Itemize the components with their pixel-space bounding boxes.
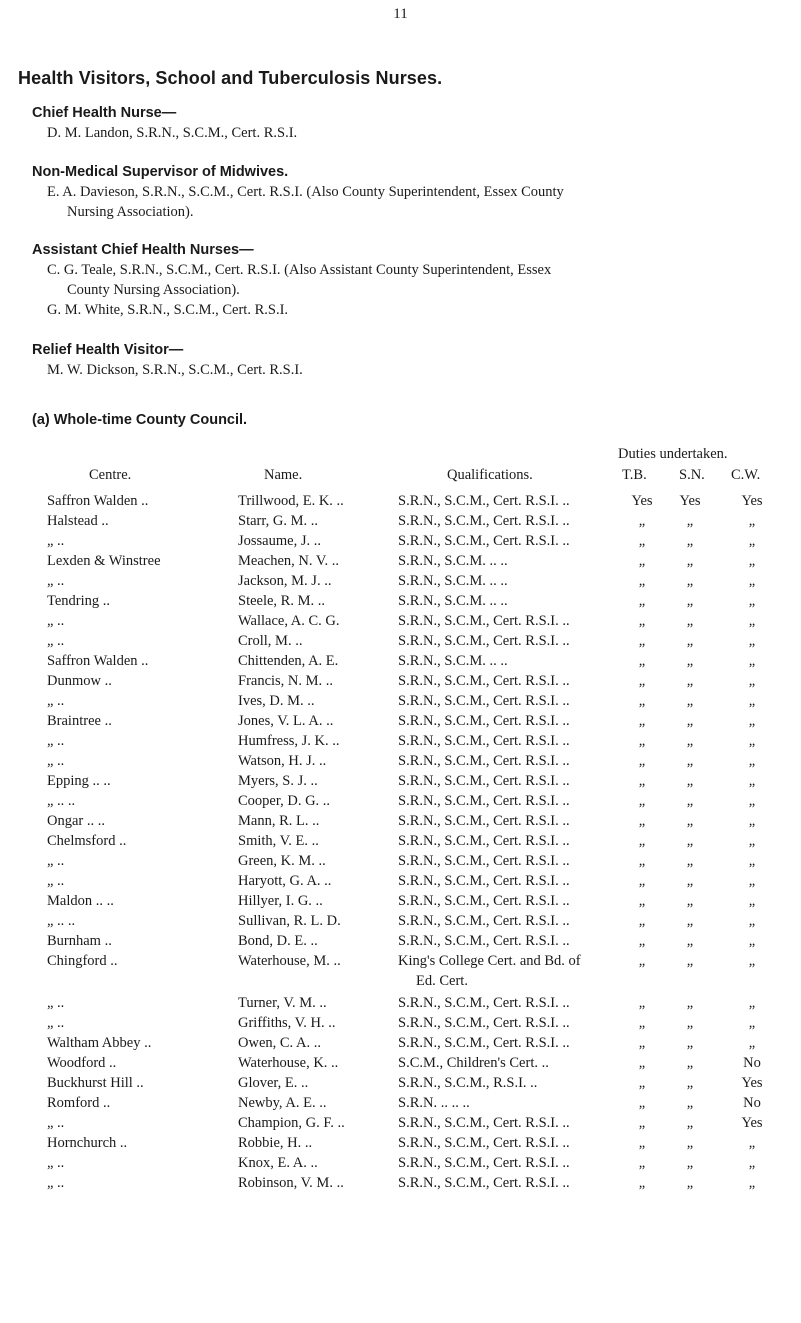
cell-cw: „ [748, 953, 756, 969]
cell-sn: „ [686, 1035, 694, 1051]
cell-name: Chittenden, A. E. [238, 653, 339, 669]
cell-cw: „ [748, 653, 756, 669]
cell-sn: „ [686, 553, 694, 569]
cell-sn: Yes [679, 493, 701, 509]
qualifications-line: S.R.N. .. .. .. [398, 1095, 470, 1111]
cell-tb: „ [638, 833, 646, 849]
table-row [0, 491, 801, 511]
column-header-sn: S.N. [679, 467, 705, 483]
cell-sn: „ [686, 833, 694, 849]
cell-tb: „ [638, 533, 646, 549]
table-row [0, 931, 801, 951]
cell-name: Humfress, J. K. .. [238, 733, 340, 749]
cell-sn: „ [686, 953, 694, 969]
qualifications-line: S.R.N., S.C.M., Cert. R.S.I. .. [398, 713, 570, 729]
qualifications-line: S.R.N., S.C.M., Cert. R.S.I. .. [398, 513, 570, 529]
cell-tb: Yes [631, 493, 653, 509]
cell-centre: Tendring .. [47, 593, 111, 609]
cell-tb: „ [638, 1155, 646, 1171]
cell-name: Steele, R. M. .. [238, 593, 325, 609]
cell-sn: „ [686, 1075, 694, 1091]
table-row [0, 731, 801, 751]
cell-cw: „ [748, 1135, 756, 1151]
table-row [0, 1073, 801, 1093]
cell-centre: Lexden & Winstree [47, 553, 161, 569]
cell-name: Champion, G. F. .. [238, 1115, 345, 1131]
cell-cw: „ [748, 613, 756, 629]
cell-tb: „ [638, 613, 646, 629]
cell-name: Glover, E. .. [238, 1075, 309, 1091]
cell-tb: „ [638, 1095, 646, 1111]
qualifications-line: S.R.N., S.C.M. .. .. [398, 593, 508, 609]
cell-name: Cooper, D. G. .. [238, 793, 331, 809]
qualifications-line: S.R.N., S.C.M., Cert. R.S.I. .. [398, 1155, 570, 1171]
table-row [0, 1093, 801, 1113]
table-row [0, 551, 801, 571]
table-row [0, 571, 801, 591]
cell-centre: „ .. [47, 573, 65, 589]
cell-name: Wallace, A. C. G. [238, 613, 340, 629]
qualifications-line: S.R.N., S.C.M., Cert. R.S.I. .. [398, 753, 570, 769]
cell-name: Knox, E. A. .. [238, 1155, 318, 1171]
cell-sn: „ [686, 913, 694, 929]
cell-name: Sullivan, R. L. D. [238, 913, 341, 929]
qualifications-line: S.R.N., S.C.M., Cert. R.S.I. .. [398, 1115, 570, 1131]
table-row [0, 1013, 801, 1033]
cell-cw: „ [748, 893, 756, 909]
cell-cw: „ [748, 533, 756, 549]
qualifications-line: S.R.N., S.C.M., Cert. R.S.I. .. [398, 933, 570, 949]
qualifications-line: S.R.N., S.C.M., Cert. R.S.I. .. [398, 995, 570, 1011]
cell-name: Meachen, N. V. .. [238, 553, 339, 569]
cell-tb: „ [638, 733, 646, 749]
qualifications-line: S.R.N., S.C.M., Cert. R.S.I. .. [398, 1175, 570, 1191]
table-row [0, 1113, 801, 1133]
cell-tb: „ [638, 753, 646, 769]
cell-centre: Dunmow .. [47, 673, 112, 689]
cell-cw: „ [748, 513, 756, 529]
cell-tb: „ [638, 673, 646, 689]
cell-tb: „ [638, 713, 646, 729]
table-row [0, 1033, 801, 1053]
cell-cw: „ [748, 553, 756, 569]
cell-sn: „ [686, 1015, 694, 1031]
cell-sn: „ [686, 573, 694, 589]
table-row [0, 711, 801, 731]
cell-centre: „ .. [47, 1155, 65, 1171]
cell-tb: „ [638, 893, 646, 909]
section-body-relief [47, 360, 787, 380]
section-line: G. M. White, S.R.N., S.C.M., Cert. R.S.I. [47, 302, 289, 318]
cell-tb: „ [638, 995, 646, 1011]
qualifications-line: S.R.N., S.C.M., Cert. R.S.I. .. [398, 1035, 570, 1051]
cell-centre: „ .. .. [47, 913, 76, 929]
duties-header: Duties undertaken. [618, 446, 728, 462]
cell-centre: Burnham .. [47, 933, 112, 949]
cell-centre: Woodford .. [47, 1055, 117, 1071]
cell-sn: „ [686, 713, 694, 729]
cell-name: Francis, N. M. .. [238, 673, 334, 689]
cell-name: Bond, D. E. .. [238, 933, 318, 949]
cell-cw: „ [748, 995, 756, 1011]
table-row [0, 751, 801, 771]
cell-sn: „ [686, 995, 694, 1011]
cell-tb: „ [638, 1135, 646, 1151]
qualifications-line: S.R.N., S.C.M. .. .. [398, 573, 508, 589]
cell-sn: „ [686, 513, 694, 529]
column-header-cw: C.W. [731, 467, 761, 483]
cell-tb: „ [638, 573, 646, 589]
qualifications-line: S.R.N., S.C.M., Cert. R.S.I. .. [398, 673, 570, 689]
cell-sn: „ [686, 1115, 694, 1131]
section-line: County Nursing Association). [67, 282, 240, 298]
cell-cw: No [743, 1055, 761, 1071]
section-body-chief [47, 123, 787, 143]
cell-sn: „ [686, 873, 694, 889]
cell-cw: „ [748, 1175, 756, 1191]
cell-tb: „ [638, 1035, 646, 1051]
table-row [0, 691, 801, 711]
qualifications-line: S.R.N., S.C.M., Cert. R.S.I. .. [398, 773, 570, 789]
table-row [0, 651, 801, 671]
cell-name: Robbie, H. .. [238, 1135, 313, 1151]
table-heading: (a) Whole-time County Council. [32, 412, 248, 428]
cell-cw: „ [748, 693, 756, 709]
cell-tb: „ [638, 593, 646, 609]
cell-tb: „ [638, 953, 646, 969]
qualifications-line: S.R.N., S.C.M., Cert. R.S.I. .. [398, 733, 570, 749]
cell-cw: „ [748, 1015, 756, 1031]
cell-cw: Yes [741, 493, 763, 509]
cell-name: Mann, R. L. .. [238, 813, 320, 829]
section-line: Nursing Association). [67, 204, 194, 220]
cell-sn: „ [686, 1155, 694, 1171]
table-row [0, 1133, 801, 1153]
qualifications-line: S.R.N., S.C.M., Cert. R.S.I. .. [398, 493, 570, 509]
column-header-centre: Centre. [89, 467, 132, 483]
cell-tb: „ [638, 1115, 646, 1131]
cell-cw: „ [748, 913, 756, 929]
cell-cw: „ [748, 733, 756, 749]
cell-centre: „ .. [47, 753, 65, 769]
table-row [0, 631, 801, 651]
cell-centre: Braintree .. [47, 713, 112, 729]
page-title: Health Visitors, School and Tuberculosis Nurses. [18, 68, 443, 88]
cell-centre: „ .. [47, 1175, 65, 1191]
cell-sn: „ [686, 1135, 694, 1151]
cell-sn: „ [686, 753, 694, 769]
cell-name: Haryott, G. A. .. [238, 873, 332, 889]
cell-tb: „ [638, 813, 646, 829]
cell-centre: „ .. [47, 613, 65, 629]
cell-centre: „ .. [47, 853, 65, 869]
cell-name: Newby, A. E. .. [238, 1095, 327, 1111]
cell-sn: „ [686, 613, 694, 629]
cell-cw: „ [748, 673, 756, 689]
section-body-supervisor [47, 182, 787, 222]
cell-name: Turner, V. M. .. [238, 995, 327, 1011]
cell-sn: „ [686, 593, 694, 609]
cell-name: Green, K. M. .. [238, 853, 326, 869]
cell-cw: „ [748, 1155, 756, 1171]
cell-name: Robinson, V. M. .. [238, 1175, 344, 1191]
cell-name: Hillyer, I. G. .. [238, 893, 323, 909]
cell-sn: „ [686, 633, 694, 649]
cell-name: Jones, V. L. A. .. [238, 713, 334, 729]
cell-cw: „ [748, 813, 756, 829]
cell-centre: „ .. [47, 733, 65, 749]
cell-cw: „ [748, 873, 756, 889]
cell-name: Watson, H. J. .. [238, 753, 327, 769]
qualifications-line: S.R.N., S.C.M., Cert. R.S.I. .. [398, 693, 570, 709]
qualifications-line: King's College Cert. and Bd. of [398, 953, 581, 969]
cell-sn: „ [686, 1055, 694, 1071]
table-row [0, 591, 801, 611]
qualifications-line: S.R.N., S.C.M., R.S.I. .. [398, 1075, 538, 1091]
cell-tb: „ [638, 773, 646, 789]
cell-tb: „ [638, 853, 646, 869]
table-row [0, 1173, 801, 1193]
cell-sn: „ [686, 933, 694, 949]
cell-sn: „ [686, 893, 694, 909]
table-row [0, 951, 801, 993]
cell-cw: „ [748, 833, 756, 849]
cell-name: Smith, V. E. .. [238, 833, 319, 849]
cell-centre: „ .. [47, 533, 65, 549]
cell-cw: „ [748, 593, 756, 609]
table-row [0, 771, 801, 791]
cell-centre: „ .. [47, 1115, 65, 1131]
cell-centre: „ .. .. [47, 793, 76, 809]
cell-cw: „ [748, 793, 756, 809]
cell-centre: Buckhurst Hill .. [47, 1075, 144, 1091]
qualifications-line: S.R.N., S.C.M. .. .. [398, 553, 508, 569]
cell-cw: „ [748, 713, 756, 729]
qualifications-line: S.R.N., S.C.M. .. .. [398, 653, 508, 669]
cell-name: Myers, S. J. .. [238, 773, 318, 789]
cell-tb: „ [638, 913, 646, 929]
cell-cw: „ [748, 633, 756, 649]
cell-sn: „ [686, 673, 694, 689]
column-header-qualifications: Qualifications. [447, 467, 533, 483]
cell-sn: „ [686, 1095, 694, 1111]
cell-name: Waterhouse, M. .. [238, 953, 341, 969]
qualifications-line: S.R.N., S.C.M., Cert. R.S.I. .. [398, 1015, 570, 1031]
section-line: E. A. Davieson, S.R.N., S.C.M., Cert. R.S.I. (Also County Superintendent, Essex County [47, 184, 564, 200]
cell-name: Ives, D. M. .. [238, 693, 315, 709]
cell-centre: Halstead .. [47, 513, 109, 529]
cell-cw: Yes [741, 1075, 763, 1091]
section-heading-chief: Chief Health Nurse— [32, 105, 177, 121]
cell-centre: Romford .. [47, 1095, 111, 1111]
cell-cw: „ [748, 853, 756, 869]
cell-sn: „ [686, 1175, 694, 1191]
table-row [0, 511, 801, 531]
cell-centre: Epping .. .. [47, 773, 111, 789]
section-line: C. G. Teale, S.R.N., S.C.M., Cert. R.S.I. (Also Assistant County Superintendent, Essex [47, 262, 552, 278]
cell-tb: „ [638, 933, 646, 949]
qualifications-line: S.C.M., Children's Cert. .. [398, 1055, 549, 1071]
cell-centre: Chingford .. [47, 953, 118, 969]
cell-sn: „ [686, 693, 694, 709]
column-header-tb: T.B. [622, 467, 647, 483]
cell-cw: „ [748, 573, 756, 589]
cell-name: Jossaume, J. .. [238, 533, 321, 549]
cell-sn: „ [686, 853, 694, 869]
cell-centre: Hornchurch .. [47, 1135, 128, 1151]
table-row [0, 1153, 801, 1173]
cell-sn: „ [686, 793, 694, 809]
table-row [0, 851, 801, 871]
cell-centre: Maldon .. .. [47, 893, 114, 909]
section-body-assistant [47, 260, 787, 320]
table-row [0, 911, 801, 931]
cell-tb: „ [638, 513, 646, 529]
cell-tb: „ [638, 1055, 646, 1071]
section-heading-assistant: Assistant Chief Health Nurses— [32, 242, 254, 258]
cell-name: Croll, M. .. [238, 633, 303, 649]
qualifications-line: S.R.N., S.C.M., Cert. R.S.I. .. [398, 813, 570, 829]
qualifications-line: S.R.N., S.C.M., Cert. R.S.I. .. [398, 533, 570, 549]
qualifications-line: S.R.N., S.C.M., Cert. R.S.I. .. [398, 853, 570, 869]
staff-table [0, 491, 801, 1193]
cell-cw: „ [748, 753, 756, 769]
qualifications-line: S.R.N., S.C.M., Cert. R.S.I. .. [398, 1135, 570, 1151]
section-heading-relief: Relief Health Visitor— [32, 342, 184, 358]
cell-centre: „ .. [47, 633, 65, 649]
cell-sn: „ [686, 773, 694, 789]
table-row [0, 891, 801, 911]
cell-centre: Saffron Walden .. [47, 493, 149, 509]
cell-sn: „ [686, 813, 694, 829]
cell-name: Starr, G. M. .. [238, 513, 318, 529]
qualifications-line: S.R.N., S.C.M., Cert. R.S.I. .. [398, 633, 570, 649]
cell-tb: „ [638, 1075, 646, 1091]
cell-cw: „ [748, 933, 756, 949]
cell-centre: Chelmsford .. [47, 833, 127, 849]
cell-name: Jackson, M. J. .. [238, 573, 332, 589]
table-row [0, 611, 801, 631]
cell-name: Waterhouse, K. .. [238, 1055, 339, 1071]
qualifications-line: S.R.N., S.C.M., Cert. R.S.I. .. [398, 793, 570, 809]
table-row [0, 831, 801, 851]
cell-tb: „ [638, 1175, 646, 1191]
cell-centre: Saffron Walden .. [47, 653, 149, 669]
table-row [0, 1053, 801, 1073]
cell-tb: „ [638, 653, 646, 669]
qualifications-line: S.R.N., S.C.M., Cert. R.S.I. .. [398, 613, 570, 629]
cell-name: Griffiths, V. H. .. [238, 1015, 336, 1031]
cell-tb: „ [638, 1015, 646, 1031]
cell-tb: „ [638, 873, 646, 889]
cell-cw: „ [748, 1035, 756, 1051]
qualifications-line: Ed. Cert. [416, 973, 468, 989]
table-row [0, 811, 801, 831]
cell-centre: „ .. [47, 693, 65, 709]
cell-sn: „ [686, 653, 694, 669]
qualifications-line: S.R.N., S.C.M., Cert. R.S.I. .. [398, 873, 570, 889]
column-header-name: Name. [264, 467, 303, 483]
cell-cw: No [743, 1095, 761, 1111]
cell-centre: Ongar .. .. [47, 813, 105, 829]
cell-tb: „ [638, 553, 646, 569]
cell-name: Owen, C. A. .. [238, 1035, 321, 1051]
cell-centre: „ .. [47, 1015, 65, 1031]
section-heading-supervisor: Non-Medical Supervisor of Midwives. [32, 164, 289, 180]
cell-sn: „ [686, 733, 694, 749]
cell-cw: „ [748, 773, 756, 789]
cell-tb: „ [638, 693, 646, 709]
cell-sn: „ [686, 533, 694, 549]
page-number: 11 [393, 6, 408, 22]
cell-tb: „ [638, 793, 646, 809]
cell-name: Trillwood, E. K. .. [238, 493, 344, 509]
section-line: D. M. Landon, S.R.N., S.C.M., Cert. R.S.I. [47, 125, 298, 141]
qualifications-line: S.R.N., S.C.M., Cert. R.S.I. .. [398, 913, 570, 929]
section-line: M. W. Dickson, S.R.N., S.C.M., Cert. R.S.I. [47, 362, 303, 378]
table-row [0, 791, 801, 811]
table-row [0, 993, 801, 1013]
cell-centre: „ .. [47, 995, 65, 1011]
qualifications-line: S.R.N., S.C.M., Cert. R.S.I. .. [398, 893, 570, 909]
cell-tb: „ [638, 633, 646, 649]
cell-cw: Yes [741, 1115, 763, 1131]
table-row [0, 531, 801, 551]
table-row [0, 871, 801, 891]
table-row [0, 671, 801, 691]
cell-centre: „ .. [47, 873, 65, 889]
cell-centre: Waltham Abbey .. [47, 1035, 152, 1051]
qualifications-line: S.R.N., S.C.M., Cert. R.S.I. .. [398, 833, 570, 849]
